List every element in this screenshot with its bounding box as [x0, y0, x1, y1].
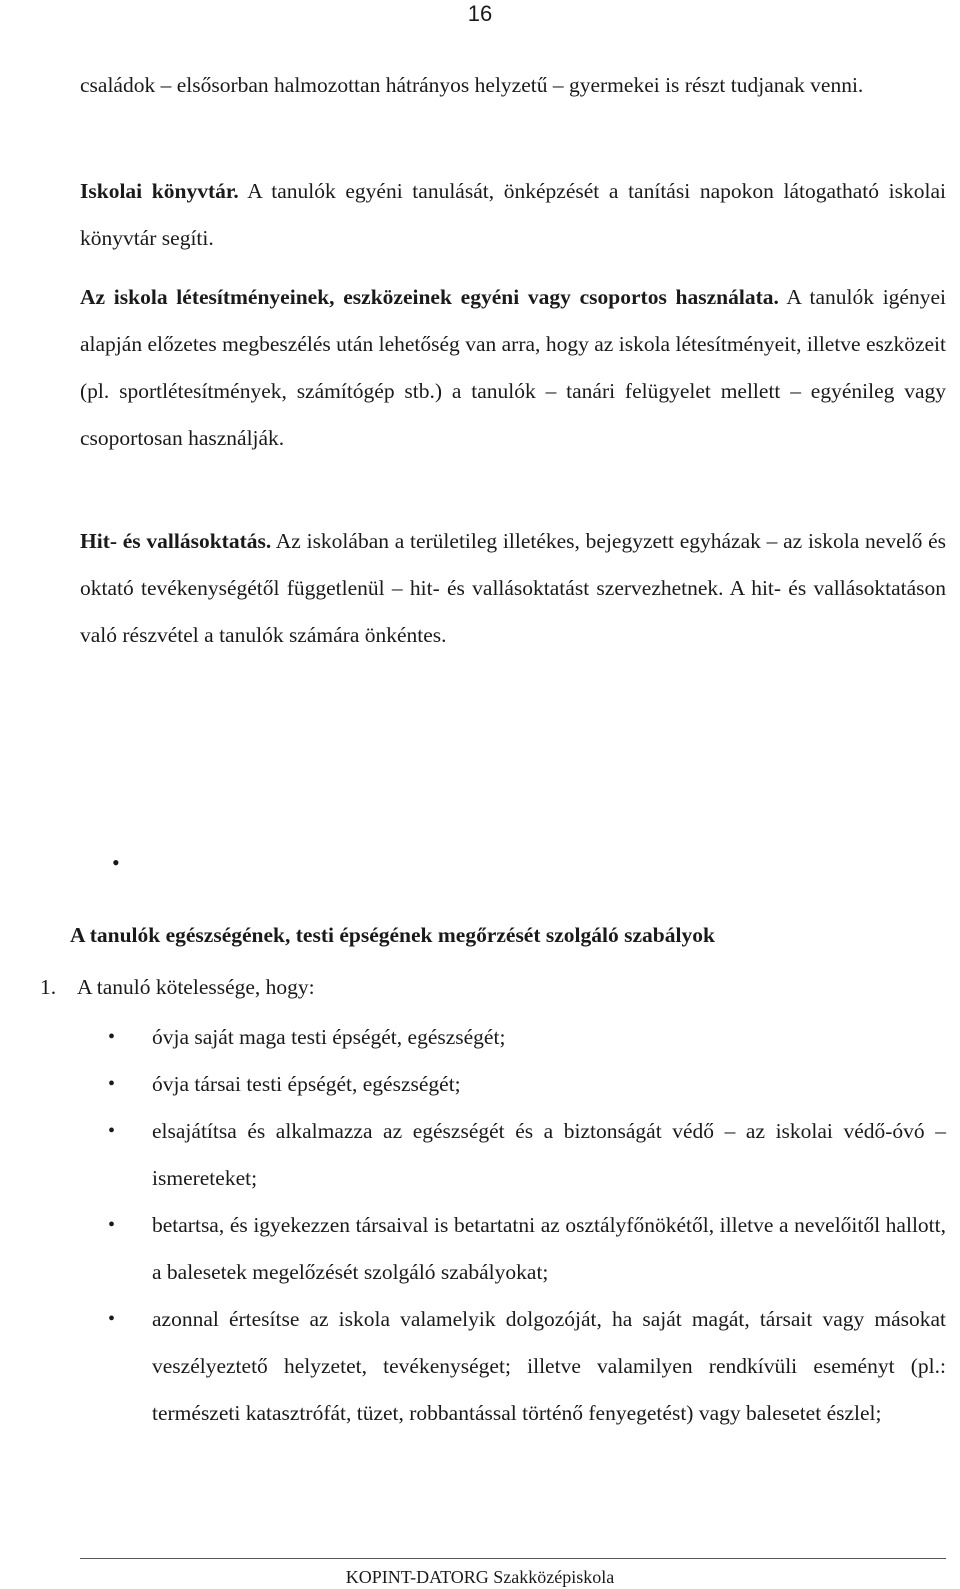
section-bullet-icon: •	[112, 850, 120, 875]
list-item	[108, 1108, 946, 1202]
item-number: 1.	[40, 975, 57, 999]
bullet-icon: •	[108, 1120, 116, 1142]
list-item	[108, 1014, 946, 1061]
list-item-text: azonnal értesítse az iskola valamelyik dolgozóját, ha saját magát, társait vagy másokat veszélyeztető helyzetet, tevékenységet; illetve valamilyen rendkívüli eseményt (pl.: természeti katasztrófát, tüzet, robbantással történő fenyegetést) vagy balesetet észlel;	[152, 1307, 946, 1425]
bullet-icon: •	[108, 1026, 116, 1048]
paragraph-text: Az iskolában a területileg illetékes, bejegyzett egyházak – az iskola nevelő és oktató tevékenységétől függetlenül – hit- és vallásoktatást szervezhetnek. A hit- és vallásoktatáson való részvétel a tanulók számára önkéntes.	[80, 529, 946, 647]
paragraph-text: A tanulók egyéni tanulását, önképzését a tanítási napokon látogatható iskolai könyvtár segíti.	[80, 179, 946, 250]
paragraph-text: családok – elsősorban halmozottan hátrányos helyzetű – gyermekei is részt tudjanak venni.	[80, 73, 864, 97]
section-heading: A tanulók egészségének, testi épségének megőrzését szolgáló szabályok	[70, 923, 715, 947]
list-item-text: elsajátítsa és alkalmazza az egészségét és a biztonságát védő – az iskolai védő-óvó – ismereteket;	[152, 1119, 946, 1190]
footer-text: KOPINT-DATORG Szakközépiskola	[345, 1567, 615, 1587]
bullet-icon: •	[108, 1073, 116, 1095]
list-item	[108, 1202, 946, 1296]
list-item	[108, 1061, 946, 1108]
paragraph-continuation	[80, 62, 946, 109]
paragraph-lead: Hit- és vallásoktatás.	[80, 529, 272, 553]
bullet-icon: •	[108, 1214, 116, 1236]
list-item-text: betartsa, és igyekezzen társaival is betartatni az osztályfőnökétől, illetve a nevelőitől hallott, a balesetek megelőzését szolgáló szabályokat;	[152, 1213, 946, 1284]
paragraph-text: A tanulók igényei alapján előzetes megbeszélés után lehetőség van arra, hogy az iskola létesítményeit, illetve eszközeit (pl. sportlétesítmények, számítógép stb.) a tanulók – tanári felügyelet mellett – egyénileg vagy csoportosan használják.	[80, 285, 946, 450]
numbered-item	[40, 970, 315, 1004]
list-item	[108, 1296, 946, 1437]
paragraph-religion	[80, 518, 946, 659]
footer-divider	[80, 1558, 946, 1559]
duties-list	[108, 1014, 946, 1437]
paragraph-lead: Az iskola létesítményeinek, eszközeinek egyéni vagy csoportos használata.	[80, 285, 779, 309]
item-text: A tanuló kötelessége, hogy:	[77, 975, 315, 999]
paragraph-facilities	[80, 274, 946, 462]
list-item-text: óvja társai testi épségét, egészségét;	[152, 1072, 461, 1096]
paragraph-lead: Iskolai könyvtár.	[80, 179, 239, 203]
bullet-icon: •	[108, 1308, 116, 1330]
list-item-text: óvja saját maga testi épségét, egészségét;	[152, 1025, 506, 1049]
page-number: 16	[467, 1, 493, 26]
paragraph-library	[80, 168, 946, 262]
